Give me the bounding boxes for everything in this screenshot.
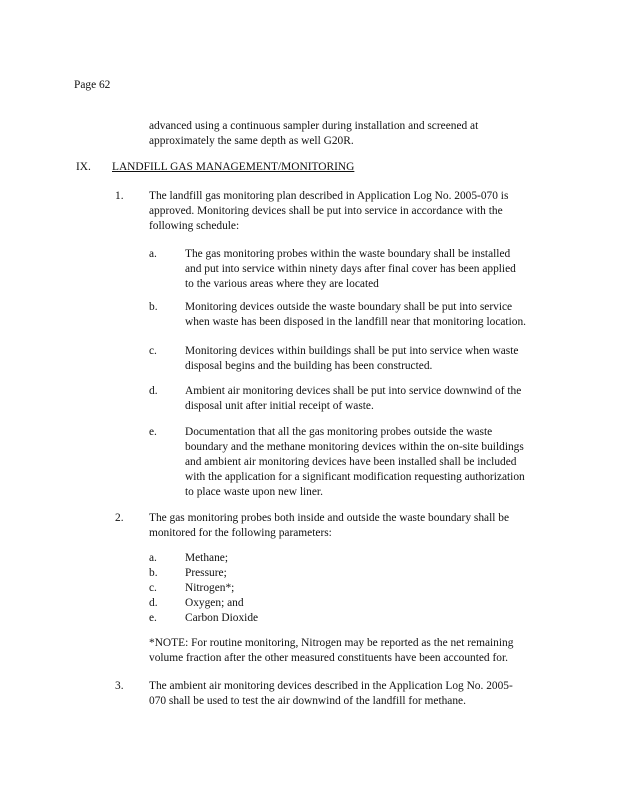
item-1-number: 1. <box>115 190 124 202</box>
item-2-paragraph <box>149 511 509 541</box>
item-1-paragraph <box>149 189 508 234</box>
subitem-d-paragraph <box>185 384 521 414</box>
param-text: Nitrogen*; <box>185 582 235 594</box>
item-2-number: 2. <box>115 512 124 524</box>
subitem-e-paragraph <box>185 425 525 500</box>
subitem-e-line: and ambient air monitoring devices have been installed shall be included <box>185 456 517 468</box>
param-text: Oxygen; and <box>185 597 244 609</box>
subitem-a-paragraph <box>185 247 516 292</box>
subitem-c-line: disposal begins and the building has been constructed. <box>185 360 433 372</box>
item-1-line: approved. Monitoring devices shall be put into service in accordance with the <box>149 205 503 217</box>
continuation-line: advanced using a continuous sampler during installation and screened at <box>149 120 479 132</box>
item-2-line: monitored for the following parameters: <box>149 527 332 539</box>
param-letter: a. <box>149 552 157 564</box>
param-letter: c. <box>149 582 157 594</box>
item-2-line: The gas monitoring probes both inside and outside the waste boundary shall be <box>149 512 510 524</box>
subitem-a-line: and put into service within ninety days after final cover has been applied <box>185 263 516 275</box>
item-3-line: The ambient air monitoring devices described in the Application Log No. 2005- <box>149 680 513 692</box>
item-1-line: following schedule: <box>149 220 240 232</box>
note-line: volume fraction after the other measured constituents have been accounted for. <box>149 652 508 664</box>
subitem-c-letter: c. <box>149 345 157 357</box>
continuation-paragraph <box>149 119 478 149</box>
subitem-e-letter: e. <box>149 426 157 438</box>
subitem-a-line: to the various areas where they are located <box>185 278 379 290</box>
subitem-d-letter: d. <box>149 385 158 397</box>
subitem-e-line: with the application for a significant modification requesting authorization <box>185 471 525 483</box>
subitem-b-line: Monitoring devices outside the waste boundary shall be put into service <box>185 301 513 313</box>
subitem-e-line: to place waste upon new liner. <box>185 486 323 498</box>
subitem-c-paragraph <box>185 344 518 374</box>
param-text: Methane; <box>185 552 229 564</box>
subitem-a-letter: a. <box>149 248 157 260</box>
param-letter: b. <box>149 567 158 579</box>
subitem-b-letter: b. <box>149 301 158 313</box>
subitem-b-paragraph <box>185 300 526 330</box>
subitem-d-line: disposal unit after initial receipt of waste. <box>185 400 374 412</box>
subitem-c-line: Monitoring devices within buildings shall be put into service when waste <box>185 345 519 357</box>
subitem-e-line: Documentation that all the gas monitoring probes outside the waste <box>185 426 493 438</box>
param-text: Carbon Dioxide <box>185 612 259 624</box>
section-number: IX. <box>76 161 91 173</box>
param-letter: e. <box>149 612 157 624</box>
subitem-e-line: boundary and the methane monitoring devices within the on-site buildings <box>185 441 524 453</box>
item-3-paragraph <box>149 679 513 709</box>
item-1-line: The landfill gas monitoring plan described in Application Log No. 2005-070 is <box>149 190 509 202</box>
section-title: LANDFILL GAS MANAGEMENT/MONITORING <box>112 161 355 173</box>
note-line: *NOTE: For routine monitoring, Nitrogen may be reported as the net remaining <box>149 637 514 649</box>
param-text: Pressure; <box>185 567 227 579</box>
continuation-line: approximately the same depth as well G20R. <box>149 135 354 147</box>
item-3-line: 070 shall be used to test the air downwind of the landfill for methane. <box>149 695 466 707</box>
note-paragraph <box>149 636 513 666</box>
page-number: Page 62 <box>74 79 111 91</box>
param-letter: d. <box>149 597 158 609</box>
subitem-d-line: Ambient air monitoring devices shall be put into service downwind of the <box>185 385 522 397</box>
item-3-number: 3. <box>115 680 124 692</box>
subitem-b-line: when waste has been disposed in the landfill near that monitoring location. <box>185 316 527 328</box>
subitem-a-line: The gas monitoring probes within the waste boundary shall be installed <box>185 248 511 260</box>
